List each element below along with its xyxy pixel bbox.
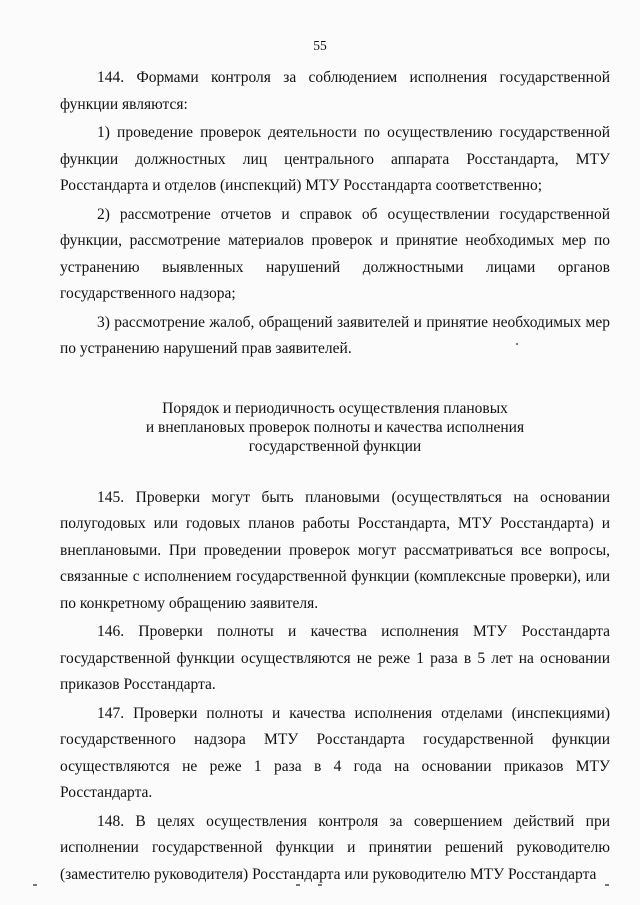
scan-mark [296,884,300,886]
section-heading-line-2: и внеплановых проверок полноты и качества исполнения [145,418,525,436]
paragraph-144-item-2: 2) рассмотрение отчетов и справок об осуществлении государственной функции, рассмотрение материалов проверок и принятие необходимых мер по устранению выявленных нарушений должностными лицами органов государственного надзора; [60,205,610,302]
scan-mark [516,343,518,345]
section-heading [60,399,610,456]
paragraph-148: 148. В целях осуществления контроля за совершением действий при исполнении государственной функции и принятии решений руководителю (заместителю руководителя) Росстандарта или руководителю МТУ Росстандарта [60,812,610,883]
scan-mark [605,884,609,886]
paragraph-144-item-1: 1) проведение проверок деятельности по осуществлению государственной функции должностных лиц центрального аппарата Росстандарта, МТУ Росстандарта и отделов (инспекций) МТУ Росстандарта соответственно; [60,124,610,194]
paragraph-145: 145. Проверки могут быть плановыми (осуществляться на основании полугодовых или годовых планов работы Росстандарта, МТУ Росстандарта) и внеплановыми. При проведении проверок могут рассматриваться все вопросы, связанные с исполнением государственной функции (комплексные проверки), или по конкретному обращению заявителя. [60,488,610,612]
scan-mark [33,884,37,886]
document-body [60,65,610,888]
paragraph-146: 146. Проверки полноты и качества исполнения МТУ Росстандарта государственной функции осуществляются не реже 1 раза в 5 лет на основании приказов Росстандарта. [60,623,610,693]
scan-mark [318,884,322,886]
section-heading-line-3: государственной функции [248,437,422,455]
paragraph-144: 144. Формами контроля за соблюдением исполнения государственной функции являются: [60,69,610,113]
paragraph-144-item-3: 3) рассмотрение жалоб, обращений заявителей и принятие необходимых мер по устранению нарушений прав заявителей. [60,313,610,357]
paragraph-147: 147. Проверки полноты и качества исполнения отделами (инспекциями) государственного надзора МТУ Росстандарта государственной функции осуществляются не реже 1 раза в 4 года на основании приказов МТУ Росстандарта. [60,704,610,801]
section-heading-line-1: Порядок и периодичность осуществления плановых [162,399,508,417]
page-number: 55 [313,38,327,53]
